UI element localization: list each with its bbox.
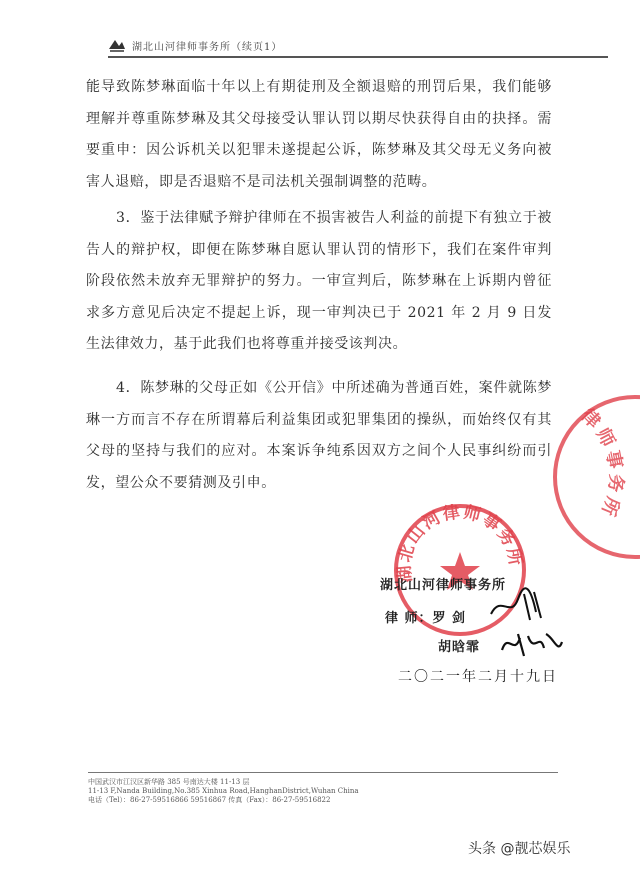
paragraph-4: 4．陈梦琳的父母正如《公开信》中所述确为普通百姓，案件就陈梦琳一方而言不存在所谓幕后利益集团或犯罪集团的操纵，而始终仅有其父母的坚持与我们的应对。本案诉争纯系因双方之间个人民事纠纷而引发，望公众不要猜测及引申。 — [86, 380, 552, 491]
watermark-text: 头条 @靓芯娱乐 — [468, 841, 571, 857]
paragraph-3: 3．鉴于法律赋予辩护律师在不损害被告人利益的前提下有独立于被告人的辩护权，即便在陈梦琳自愿认罪认罚的情形下，我们在案件审判阶段依然未放弃无罪辩护的努力。一审宣判后，陈梦琳在上诉期内曾征求多方意见后决定不提起上诉，现一审判决已于 2021 年 2 月 9 日发生法律效力，基于此我们也将尊重并接受该判决。 — [86, 210, 552, 352]
handwritten-signature-1 — [486, 584, 546, 624]
seal-edge-text: 律师事务所 — [576, 405, 627, 523]
signature-firm: 湖北山河律师事务所 — [380, 578, 507, 593]
signature-lawyer-1: 律 师：罗 剑 — [385, 611, 467, 626]
footer-address-cn: 中国武汉市江汉区新华路 385 号南达大楼 11-13 层 — [88, 778, 250, 786]
svg-text:律师事务所 — [577, 404, 628, 522]
watermark — [468, 838, 570, 858]
seal-text: 湖北山河律师事务所 — [394, 502, 526, 584]
firm-logo-icon — [108, 37, 126, 53]
letterhead — [108, 34, 608, 58]
signature-lawyer-2: 胡晗霏 — [438, 640, 481, 655]
letterhead-footer — [88, 778, 518, 805]
footer-rule — [88, 772, 558, 773]
letterhead-title: 湖北山河律师事务所（续页1） — [132, 42, 283, 53]
law-firm-seal-partial — [540, 392, 640, 562]
header-rule — [108, 56, 608, 58]
footer-contact: 电话（Tel）：86-27-59516866 59516867 传真（Fax）：86-27-59516822 — [88, 796, 331, 804]
signature-date: 二〇二一年二月十九日 — [398, 669, 558, 685]
paragraph-continued: 能导致陈梦琳面临十年以上有期徒刑及全额退赔的刑罚后果，我们能够理解并尊重陈梦琳及其父母接受认罪认罚以期尽快获得自由的抉择。需要重申：因公诉机关以犯罪未遂提起公诉，陈梦琳及其父母无义务向被害人退赔，即是否退赔不是司法机关强制调整的范畴。 — [86, 79, 552, 190]
handwritten-signature-2 — [498, 628, 566, 660]
footer-address-en: 11-13 F,Nanda Building,No.385 Xinhua Road,HanghanDistrict,Wuhan China — [88, 787, 359, 795]
